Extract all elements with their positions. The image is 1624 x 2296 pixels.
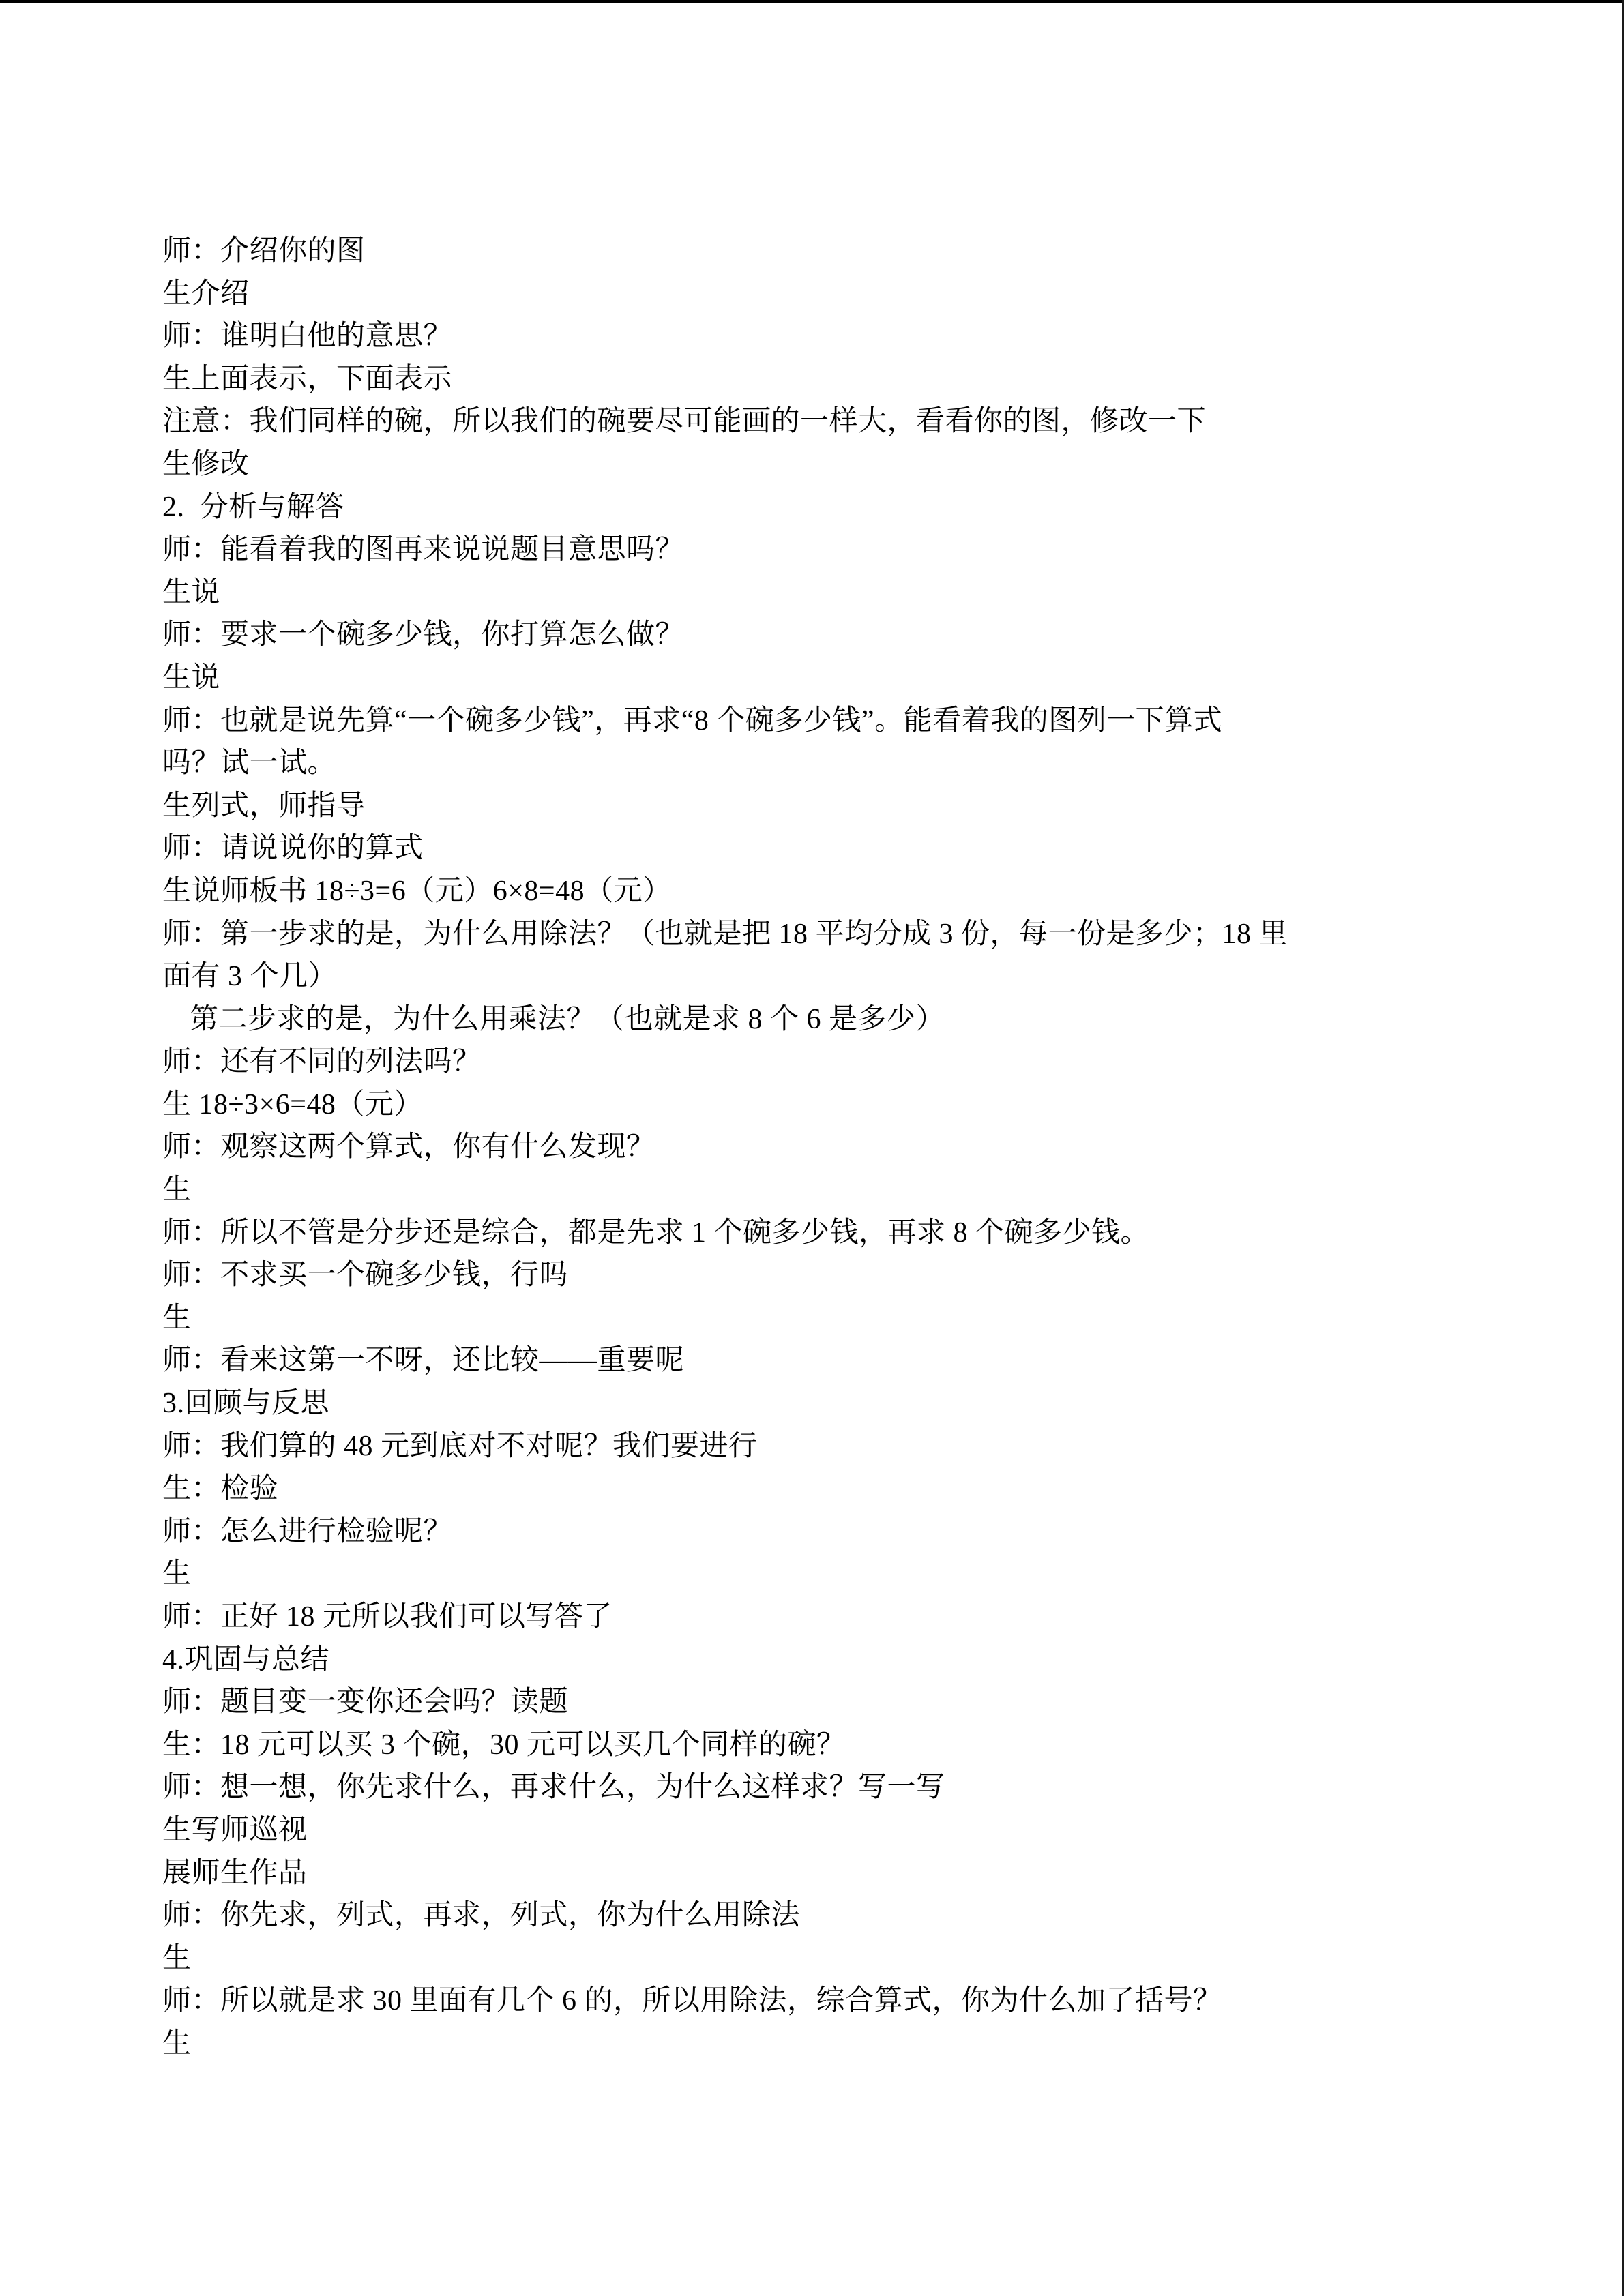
text-line: 生 (162, 1942, 192, 1974)
text-line: 师：能看着我的图再来说说题目意思吗？ (162, 534, 685, 566)
text-line: 生写师巡视 (162, 1814, 308, 1846)
text-line: 3.回顾与反思 (162, 1388, 330, 1420)
text-line: 第二步求的是，为什么用乘法？（也就是求 8 个 6 是多少） (190, 1003, 945, 1035)
text-line: 师：怎么进行检验呢？ (162, 1515, 453, 1547)
text-line: 师：所以就是求 30 里面有几个 6 的，所以用除法，综合算式，你为什么加了括号？ (162, 1985, 1222, 2017)
text-line: 师：你先求，列式，再求，列式，你为什么用除法 (162, 1900, 801, 1932)
text-line: 师：请说说你的算式 (162, 833, 424, 865)
text-line: 生上面表示，下面表示 (162, 363, 453, 395)
text-line: 4.巩固与总结 (162, 1643, 330, 1675)
text-line: 师：所以不管是分步还是综合，都是先求 1 个碗多少钱，再求 8 个碗多少钱。 (162, 1217, 1150, 1249)
text-line: 师：题目变一变你还会吗？读题 (162, 1686, 569, 1718)
text-line: 师：介绍你的图 (162, 235, 366, 267)
text-line: 师：观察这两个算式，你有什么发现？ (162, 1131, 655, 1163)
text-line: 2. 分析与解答 (162, 491, 345, 523)
text-line: 生 (162, 1174, 192, 1206)
text-line: 师：谁明白他的意思？ (162, 320, 453, 353)
text-line: 生说 (162, 661, 221, 694)
text-line: 生：18 元可以买 3 个碗，30 元可以买几个同样的碗？ (162, 1729, 846, 1761)
text-line: 生说师板书 18÷3=6（元）6×8=48（元） (162, 875, 672, 907)
text-line: 师：看来这第一不呀，还比较——重要呢 (162, 1345, 685, 1377)
text-line: 生 (162, 2027, 192, 2059)
text-line: 师：要求一个碗多少钱，你打算怎么做？ (162, 619, 685, 651)
text-line: 生 (162, 1302, 192, 1334)
text-line: 展师生作品 (162, 1857, 308, 1889)
text-line: 生 18÷3×6=48（元） (162, 1088, 423, 1120)
text-line: 生介绍 (162, 278, 250, 310)
text-line: 注意：我们同样的碗，所以我们的碗要尽可能画的一样大，看看你的图，修改一下 (162, 406, 1207, 438)
document-text-block (162, 230, 1479, 2066)
text-line: 生修改 (162, 448, 250, 480)
text-line: 师：也就是说先算“一个碗多少钱”，再求“8 个碗多少钱”。能看着我的图列一下算式 (162, 704, 1223, 736)
text-line: 师：正好 18 元所以我们可以写答了 (162, 1601, 613, 1632)
text-line: 吗？试一试。 (162, 747, 337, 779)
text-line: 师：我们算的 48 元到底对不对呢？我们要进行 (162, 1430, 758, 1462)
text-line: 生列式，师指导 (162, 790, 366, 822)
text-line: 师：不求买一个碗多少钱，行吗 (162, 1259, 569, 1292)
page-top-edge (0, 0, 1624, 3)
text-line: 生：检验 (162, 1473, 279, 1505)
text-line: 生 (162, 1558, 192, 1590)
text-line: 师：还有不同的列法吗？ (162, 1046, 482, 1078)
text-line: 生说 (162, 576, 221, 608)
text-line: 师：第一步求的是，为什么用除法？（也就是把 18 平均分成 3 份，每一份是多少；18 里 (162, 918, 1288, 950)
text-line: 面有 3 个几） (162, 961, 338, 993)
text-line: 师：想一想，你先求什么，再求什么，为什么这样求？写一写 (162, 1772, 945, 1804)
